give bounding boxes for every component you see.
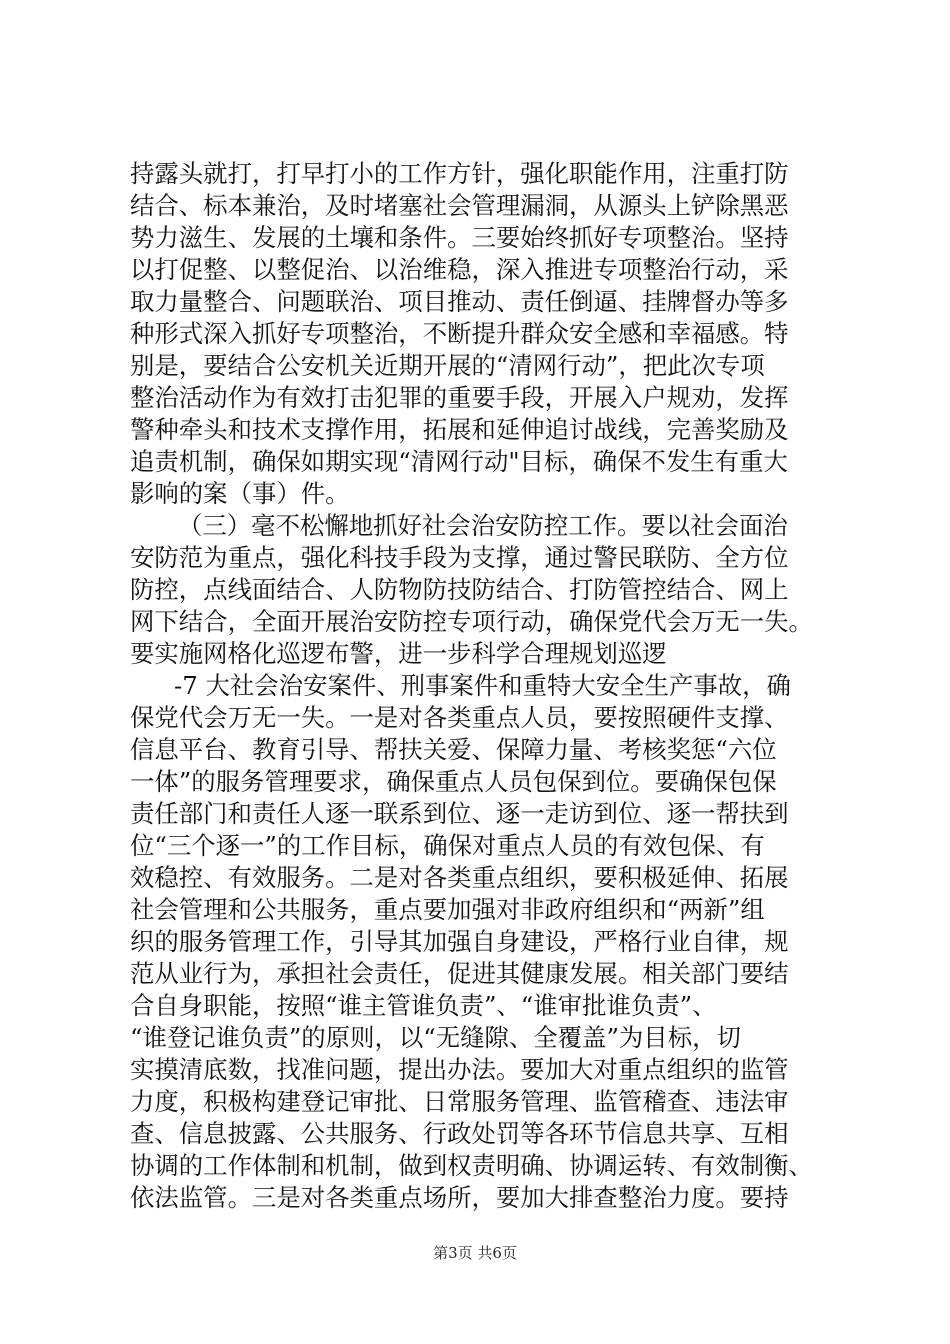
text-line: 要实施网格化巡逻布警，进一步科学合理规划巡逻 — [130, 639, 667, 668]
text-line: 合自身职能，按照“谁主管谁负责”、“谁审批谁负责”、 — [130, 991, 717, 1020]
text-line: 依法监管。三是对各类重点场所，要加大排查整治力度。要持 — [130, 1183, 789, 1212]
text-line: 追责机制，确保如期实现“清网行动"目标，确保不发生有重大 — [130, 447, 788, 476]
text-line: 查、信息披露、公共服务、行政处罚等各环节信息共享、互相 — [130, 1119, 789, 1148]
text-line: 别是，要结合公安机关近期开展的“清网行动”，把此次专项 — [130, 351, 765, 380]
text-line: 协调的工作体制和机制，做到权责明确、协调运转、有效制衡、 — [130, 1151, 813, 1180]
text-line: 结合、标本兼治，及时堵塞社会管理漏洞，从源头上铲除黑恶 — [130, 191, 789, 220]
text-line: 整治活动作为有效打击犯罪的重要手段，开展入户规劝，发挥 — [130, 383, 789, 412]
text-line: “谁登记谁负责”的原则，以“无缝隙、全覆盖”为目标，切 — [130, 1023, 741, 1052]
text-line: 力度，积极构建登记审批、日常服务管理、监管稽查、违法审 — [130, 1087, 789, 1116]
text-line: 责任部门和责任人逐一联系到位、逐一走访到位、逐一帮扶到 — [130, 799, 789, 828]
text-line: 效稳控、有效服务。二是对各类重点组织，要积极延伸、拓展 — [130, 863, 789, 892]
text-line: 影响的案（事）件。 — [130, 479, 350, 508]
text-line: 安防范为重点，强化科技手段为支撑，通过警民联防、全方位 — [130, 543, 789, 572]
text-line: 织的服务管理工作，引导其加强自身建设，严格行业自律，规 — [130, 927, 789, 956]
text-line: 警种牵头和技术支撑作用，拓展和延伸追讨战线，完善奖励及 — [130, 415, 789, 444]
page-number-footer: 第3页 共6页 — [433, 1244, 517, 1262]
text-line: 种形式深入抓好专项整治，不断提升群众安全感和幸福感。特 — [130, 319, 789, 348]
text-line: 社会管理和公共服务，重点要加强对非政府组织和“两新”组 — [130, 895, 765, 924]
document-body — [130, 158, 842, 1214]
text-line: 范从业行为，承担社会责任，促进其健康发展。相关部门要结 — [130, 959, 789, 988]
text-line: 实摸清底数，找准问题，提出办法。要加大对重点组织的监管 — [130, 1055, 789, 1084]
text-line: 势力滋生、发展的土壤和条件。三要始终抓好专项整治。坚持 — [130, 223, 789, 252]
section-heading-line: （三）毫不松懈地抓好社会治安防控工作。要以社会面治 — [178, 511, 788, 540]
text-line: 一体”的服务管理要求，确保重点人员包保到位。要确保包保 — [130, 767, 777, 796]
text-line: 保党代会万无一失。一是对各类重点人员，要按照硬件支撑、 — [130, 703, 789, 732]
text-line: -7 大社会治安案件、刑事案件和重特大安全生产事故，确 — [174, 671, 791, 700]
text-line: 取力量整合、问题联治、项目推动、责任倒逼、挂牌督办等多 — [130, 287, 789, 316]
text-line: 位“三个逐一”的工作目标，确保对重点人员的有效包保、有 — [130, 831, 765, 860]
text-line: 信息平台、教育引导、帮扶关爱、保障力量、考核奖惩“六位 — [130, 735, 777, 764]
text-line: 以打促整、以整促治、以治维稳，深入推进专项整治行动，采 — [130, 255, 789, 284]
text-line: 持露头就打，打早打小的工作方针，强化职能作用，注重打防 — [130, 159, 789, 188]
text-line: 网下结合，全面开展治安防控专项行动，确保党代会万无一失。 — [130, 607, 813, 636]
text-line: 防控，点线面结合、人防物防技防结合、打防管控结合、网上 — [130, 575, 789, 604]
